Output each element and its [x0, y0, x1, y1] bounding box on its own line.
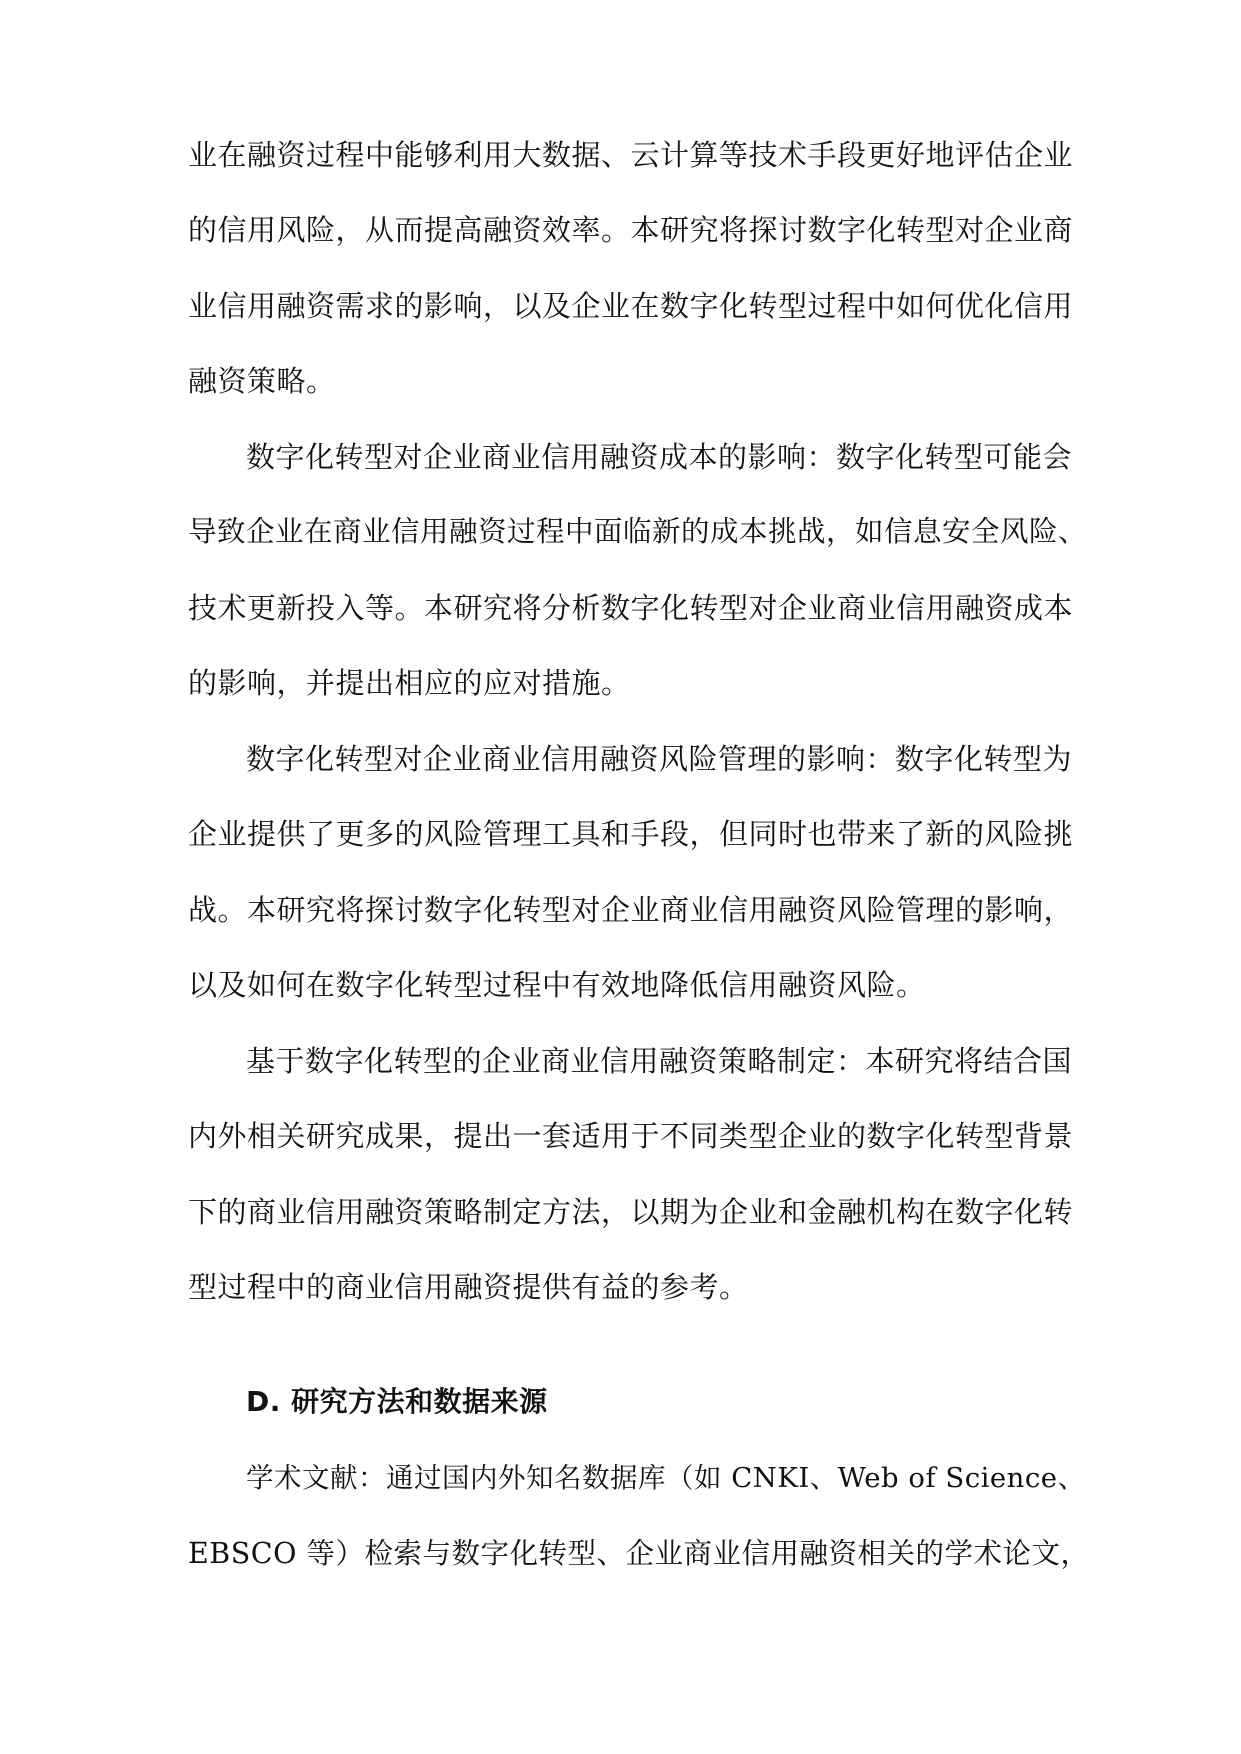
paragraph-2-line-3: 技术更新投入等。本研究将分析数字化转型对企业商业信用融资成本 — [188, 591, 1074, 625]
paragraph-3-line-2: 企业提供了更多的风险管理工具和手段，但同时也带来了新的风险挑 — [188, 817, 1074, 851]
paragraph-3-line-4: 以及如何在数字化转型过程中有效地降低信用融资风险。 — [188, 968, 926, 1002]
paragraph-3-line-1: 数字化转型对企业商业信用融资风险管理的影响：数字化转型为 — [246, 742, 1073, 776]
final-paragraph-line-1: 学术文献：通过国内外知名数据库（如 CNKI、Web of Science、 — [246, 1462, 1086, 1494]
paragraph-1-line-3: 业信用融资需求的影响，以及企业在数字化转型过程中如何优化信用 — [188, 289, 1074, 323]
paragraph-4-line-2: 内外相关研究成果，提出一套适用于不同类型企业的数字化转型背景 — [188, 1119, 1074, 1153]
paragraph-2-line-4: 的影响，并提出相应的应对措施。 — [188, 666, 631, 700]
paragraph-2-line-2: 导致企业在商业信用融资过程中面临新的成本挑战，如信息安全风险、 — [188, 515, 1088, 548]
paragraph-2-line-1: 数字化转型对企业商业信用融资成本的影响：数字化转型可能会 — [246, 440, 1073, 474]
paragraph-1-line-1: 业在融资过程中能够利用大数据、云计算等技术手段更好地评估企业 — [188, 138, 1074, 172]
paragraph-4-line-1: 基于数字化转型的企业商业信用融资策略制定：本研究将结合国 — [246, 1044, 1073, 1078]
paragraph-1-line-4: 融资策略。 — [188, 364, 336, 398]
paragraph-4-line-3: 下的商业信用融资策略制定方法，以期为企业和金融机构在数字化转 — [188, 1195, 1074, 1229]
final-paragraph-line-2: EBSCO 等）检索与数字化转型、企业商业信用融资相关的学术论文， — [188, 1537, 1090, 1570]
paragraph-1-line-2: 的信用风险，从而提高融资效率。本研究将探讨数字化转型对企业商 — [188, 213, 1074, 247]
paragraph-3-line-3: 战。本研究将探讨数字化转型对企业商业信用融资风险管理的影响， — [188, 893, 1074, 927]
paragraph-4-line-4: 型过程中的商业信用融资提供有益的参考。 — [188, 1270, 749, 1304]
section-heading: D. 研究方法和数据来源 — [246, 1385, 548, 1418]
